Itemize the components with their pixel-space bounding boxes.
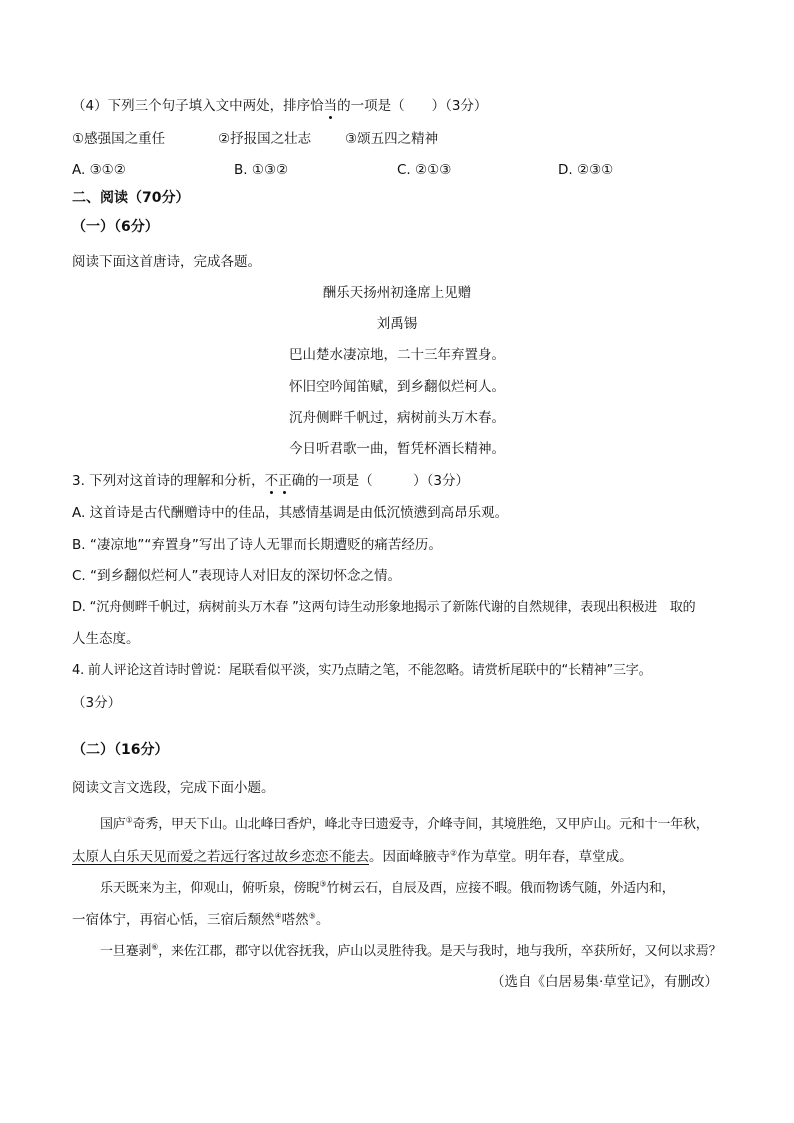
- footnote-marker: ③: [319, 879, 327, 889]
- q4-option-a: A. ③①②: [72, 162, 126, 178]
- footnote-marker: ⑥: [151, 942, 159, 952]
- q3-option-d-cont: 人生态度。: [72, 631, 140, 647]
- passage-line: [100, 943, 721, 961]
- part2-intro: 阅读文言文选段，完成下面小题。: [72, 780, 275, 796]
- passage-text: 竹树云石，自辰及酉，应接不暇。俄而物诱气随，外适内和，: [326, 881, 675, 896]
- poem-line: 沉舟侧畔千帆过，病树前头万木春。: [289, 410, 505, 426]
- passage-text: 。: [315, 912, 330, 928]
- passage-line: [72, 911, 329, 929]
- passage-text: 一宿体宁，再宿心恬，三宿后颓然: [72, 912, 275, 928]
- emphasis-dot-char: 当: [323, 98, 338, 114]
- footnote-marker: ①: [125, 815, 133, 825]
- part1-title: （一）（6分）: [72, 219, 159, 235]
- passage-text: 乐天既来为主，仰观山，俯听泉，傍睨: [100, 881, 320, 896]
- q3-stem-part: 确: [291, 473, 306, 489]
- sentence-3: ③颂五四之精神: [345, 131, 439, 147]
- part2-title: （二）（16分）: [72, 742, 169, 758]
- passage-text: 奇秀，甲天下山。山北峰曰香炉，峰北寺曰遗爱寺，介峰寺间，其境胜绝，又甲庐山。元和十一年秋，: [132, 817, 709, 832]
- q3-option-c: C. “到乡翻似烂柯人”表现诗人对旧友的深切怀念之情。: [72, 568, 401, 584]
- footnote-marker: ②: [450, 848, 458, 858]
- poem-line: 今日听君歌一曲，暂凭杯酒长精神。: [289, 441, 505, 457]
- q4-poem-stem: 4. 前人评论这首诗时曾说：尾联看似平淡，实乃点睛之笔，不能忽略。请赏析尾联中的“长精神”三字。: [72, 663, 652, 678]
- passage-line: [100, 880, 675, 898]
- q4-option-b: B. ①③②: [234, 162, 289, 178]
- passage-text: 嗒然: [281, 912, 309, 928]
- poem-line: 巴山楚水凄凉地，二十三年弃置身。: [289, 347, 505, 363]
- q3-stem: [72, 472, 469, 490]
- passage-text: 国庐: [100, 817, 126, 832]
- q4-stem-part: （4）下列三个句子填入文中两处，排序恰: [72, 98, 324, 114]
- q4-poem-score: （3分）: [72, 695, 122, 711]
- q4-stem: [72, 97, 487, 115]
- underlined-sentence: 太原人白乐天见而爱之若远行客过故乡恋恋不能去: [72, 849, 369, 865]
- q4-option-c: C. ②①③: [397, 162, 452, 178]
- passage-text: 。因面峰腋寺: [369, 849, 450, 865]
- passage-text: ，来佐江郡，郡守以优容抚我，庐山以灵胜待我。是天与我时，地与我所，卒获所好，又何以求焉？: [158, 944, 722, 959]
- q3-option-a: A. 这首诗是古代酬赠诗中的佳品，其感情基调是由低沉愤懑到高昂乐观。: [72, 505, 509, 521]
- poem-title: 酬乐天扬州初逢席上见赠: [322, 285, 472, 301]
- passage-text: 作为草堂。明年春，草堂成。: [457, 849, 633, 865]
- footnote-marker: ④: [274, 911, 282, 921]
- section-title: 二、阅读（70分）: [72, 190, 190, 206]
- footnote-marker: ⑤: [308, 911, 316, 921]
- q4-stem-part: 的一项是（ ）（3分）: [337, 98, 488, 114]
- q4-option-d: D. ②③①: [558, 162, 614, 178]
- poem-author: 刘禹锡: [376, 316, 418, 332]
- sentence-2: ②抒报国之壮志: [218, 131, 312, 147]
- passage-text: 一旦蹇剥: [100, 944, 152, 959]
- passage-source: （选自《白居易集·草堂记》，有删改）: [490, 974, 718, 990]
- passage-line: [100, 816, 709, 834]
- q3-stem-part: 的一项是（ ）（3分）: [305, 473, 470, 489]
- emphasis-dot-char: 不: [264, 473, 279, 489]
- sentence-1: ①感强国之重任: [72, 131, 166, 147]
- q3-option-d: D. “沉舟侧畔千帆过，病树前头万木春 ”这两句诗生动形象地揭示了新陈代谢的自然规律，表现出积极进 取的: [72, 600, 696, 615]
- part1-intro: 阅读下面这首唐诗，完成各题。: [72, 254, 261, 270]
- passage-line: [72, 848, 633, 866]
- q3-option-b: B. “凄凉地”“弃置身”写出了诗人无罪而长期遭贬的痛苦经历。: [72, 537, 442, 553]
- q3-stem-part: 3. 下列对这首诗的理解和分析，: [72, 473, 265, 489]
- poem-line: 怀旧空吟闻笛赋，到乡翻似烂柯人。: [289, 379, 505, 395]
- emphasis-dot-char: 正: [278, 473, 292, 489]
